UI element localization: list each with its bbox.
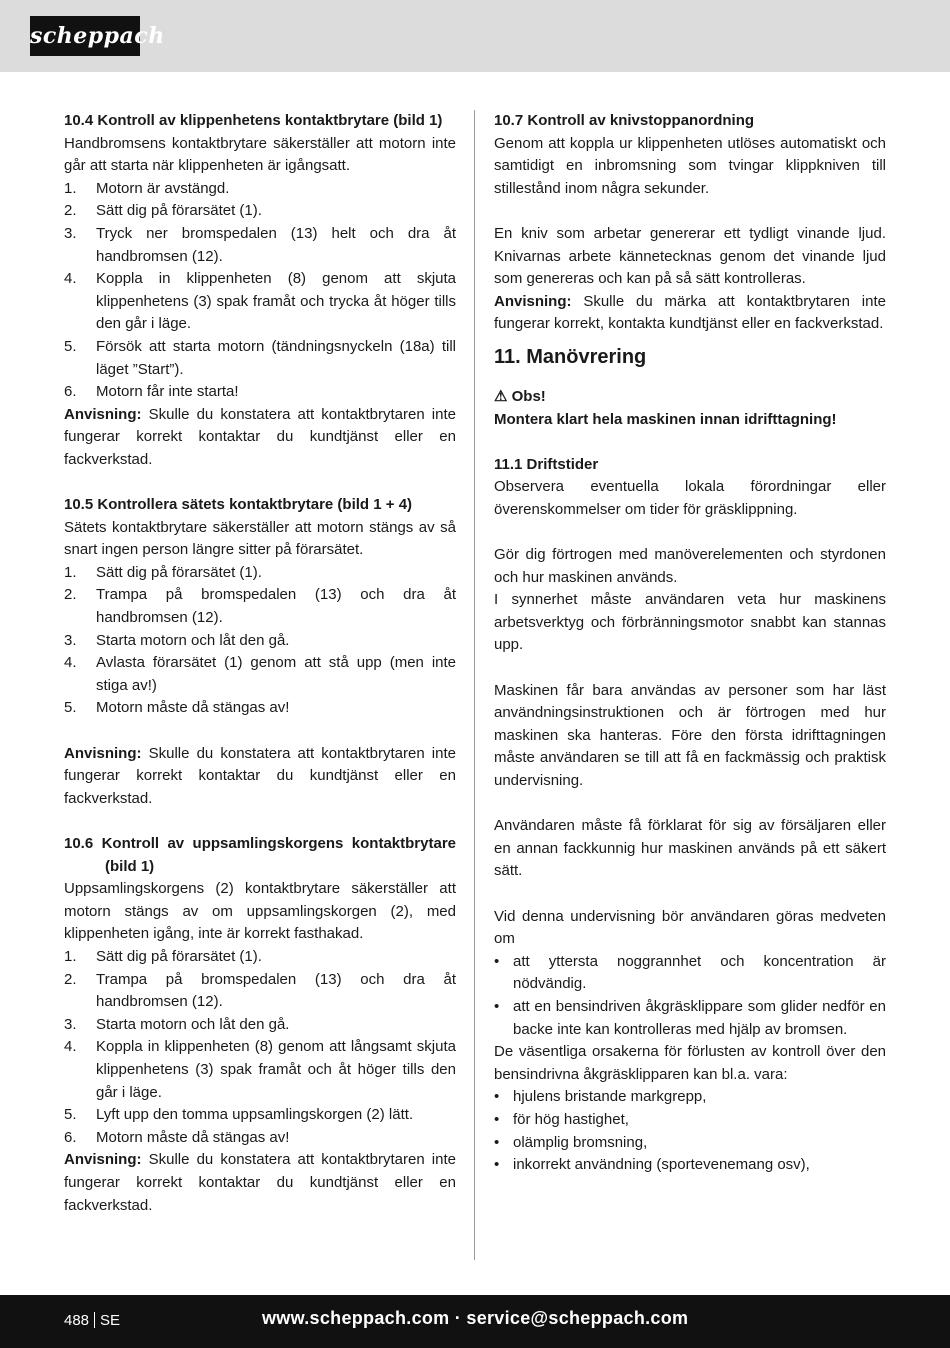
section-11-1-p4: Maskinen får bara användas av personer som har läst användningsinstruktionen och är förtrogen med hur maskinen ska hanteras. Före den första idrifttagningen måste användaren se till att få en fackmässig och praktisk undervisning. (494, 681, 886, 790)
warning-text: Montera klart hela maskinen innan idrifttagning! (494, 410, 837, 428)
list-item: 4. Koppla in klippenheten (8) genom att skjuta klippenhetens (3) spak framåt och trycka åt höger tills den går i läge. (64, 270, 456, 333)
section-10-6-note: Anvisning: Skulle du konstatera att kontaktbrytaren inte fungerar korrekt kontaktar du kundtjänst eller en fackverkstad. (64, 1151, 456, 1214)
list-item: 1. Sätt dig på förarsätet (1). (64, 563, 262, 581)
section-10-6-title: 10.6 Kontroll av uppsamlingskorgens kontaktbrytare (bild 1) (64, 835, 456, 875)
section-11-1-p6: Vid denna undervisning bör användaren göras medveten om (494, 907, 886, 948)
section-10-7-note: Anvisning: Skulle du märka att kontaktbrytaren inte fungerar korrekt, kontakta kundtjänst eller en fackverkstad. (494, 292, 886, 333)
list-item: 2. Sätt dig på förarsätet (1). (64, 202, 262, 220)
section-10-6-intro: Uppsamlingskorgens (2) kontaktbrytare säkerställer att motorn stängs av om uppsamlingskorgen (2), med klippenheten igång, inte är korrekt fasthakad. (64, 880, 456, 943)
section-11-1-p7: De väsentliga orsakerna för förlusten av kontroll över den bensindrivna åkgräsklipparen kan bl.a. vara: (494, 1043, 886, 1083)
note-label: Anvisning: (64, 405, 142, 423)
section-11-1-p5: Användaren måste få förklarat för sig av försäljaren eller en annan fackkunnig hur maskinen används på ett säkert sätt. (494, 817, 886, 880)
list-item: 3. Tryck ner bromspedalen (13) helt och dra åt handbromsen (12). (64, 224, 456, 265)
section-11-1-p2: Gör dig förtrogen med manöverelementen och styrdonen och hur maskinen används. (494, 546, 886, 586)
section-10-4-note: Anvisning: Skulle du konstatera att kontaktbrytaren inte fungerar korrekt kontaktar du kundtjänst eller en fackverkstad. (64, 405, 456, 468)
list-item: 3. Starta motorn och låt den gå. (64, 631, 290, 649)
section-11-1-title: 11.1 Driftstider (494, 455, 599, 473)
list-item: 5. Lyft upp den tomma uppsamlingskorgen (2) lätt. (64, 1106, 414, 1124)
list-item: 5. Motorn måste då stängas av! (64, 699, 290, 717)
section-10-5-intro: Sätets kontaktbrytare säkerställer att motorn stängs av så snart ingen person längre sitter på förarsätet. (64, 518, 456, 559)
language-code: SE (100, 1312, 121, 1329)
section-10-6-steps (64, 946, 456, 1149)
chapter-11-title: 11. Manövrering (494, 345, 647, 368)
list-item: 2. Trampa på bromspedalen (13) och dra åt handbromsen (12). (64, 970, 456, 1011)
brand-logo: scheppach (30, 16, 140, 56)
section-10-4-steps (64, 178, 456, 404)
section-11-1-p1: Observera eventuella lokala förordningar eller överenskommelser om tider för gräsklippning. (494, 478, 886, 518)
list-item: 1. Motorn är avstängd. (64, 179, 230, 197)
right-column (494, 110, 886, 1177)
section-10-5-steps (64, 562, 456, 720)
note-label: Anvisning: (64, 744, 142, 762)
section-10-7-title: 10.7 Kontroll av knivstoppanordning (494, 112, 755, 129)
warning-label: ⚠ Obs! (494, 387, 546, 405)
list-item: • för hög hastighet, (494, 1110, 629, 1128)
section-10-7-p2: En kniv som arbetar genererar ett tydligt vinande ljud. Knivarnas arbete kännetecknas genom det vinande ljud som genereras och kan på så sätt kontrolleras. (494, 224, 886, 288)
section-10-4-title: 10.4 Kontroll av klippenhetens kontaktbrytare (bild 1) (64, 112, 443, 129)
column-divider (474, 110, 475, 1260)
list-item: 2. Trampa på bromspedalen (13) och dra åt handbromsen (12). (64, 586, 456, 627)
list-item: 1. Sätt dig på förarsätet (1). (64, 947, 262, 965)
list-item: • hjulens bristande markgrepp, (494, 1088, 707, 1106)
footer-contact: www.scheppach.com · service@scheppach.com (262, 1308, 689, 1328)
page-footer (0, 1295, 950, 1348)
list-item: 6. Motorn får inte starta! (64, 383, 239, 401)
bullet-list-1 (494, 951, 886, 1041)
list-item: 6. Motorn måste då stängas av! (64, 1128, 290, 1146)
section-11-1-p3: I synnerhet måste användaren veta hur maskinens arbetsverktyg och förbränningsmotor snabbt kan stannas upp. (494, 591, 886, 654)
list-item: • inkorrekt användning (sportevenemang osv), (494, 1156, 810, 1174)
section-10-7-p1: Genom att koppla ur klippenheten utlöses automatiskt och samtidigt en inbromsning som tvingar klippkniven till stillestånd inom några sekunder. (494, 134, 886, 197)
bullet-list-2 (494, 1086, 886, 1176)
section-10-5-title: 10.5 Kontrollera sätets kontaktbrytare (bild 1 + 4) (64, 496, 413, 514)
section-10-5-note: Anvisning: Skulle du konstatera att kontaktbrytaren inte fungerar korrekt kontaktar du kundtjänst eller en fackverkstad. (64, 744, 456, 807)
page-number: 488 SE (64, 1312, 121, 1329)
list-item: • olämplig bromsning, (494, 1133, 648, 1151)
list-item: • att en bensindriven åkgräsklippare som glider nedför en backe inte kan kontrolleras med hjälp av bromsen. (494, 997, 886, 1038)
note-label: Anvisning: (494, 292, 572, 310)
list-item: 3. Starta motorn och låt den gå. (64, 1015, 290, 1033)
left-column (64, 110, 456, 1217)
section-10-4-intro: Handbromsens kontaktbrytare säkerställer att motorn inte går att starta när klippenheten är igångsatt. (64, 134, 456, 175)
list-item: 5. Försök att starta motorn (tändningsnyckeln (18a) till läget ”Start”). (64, 337, 456, 378)
list-item: 4. Avlasta förarsätet (1) genom att stå upp (men inte stiga av!) (64, 654, 456, 694)
warning-icon: ⚠ (494, 387, 508, 405)
page-header (0, 0, 950, 72)
note-label: Anvisning: (64, 1151, 142, 1169)
list-item: 4. Koppla in klippenheten (8) genom att långsamt skjuta klippenhetens (3) spak framåt och åt höger tills den går i läge. (64, 1038, 456, 1101)
list-item: • att yttersta noggrannhet och koncentration är nödvändig. (494, 952, 886, 993)
